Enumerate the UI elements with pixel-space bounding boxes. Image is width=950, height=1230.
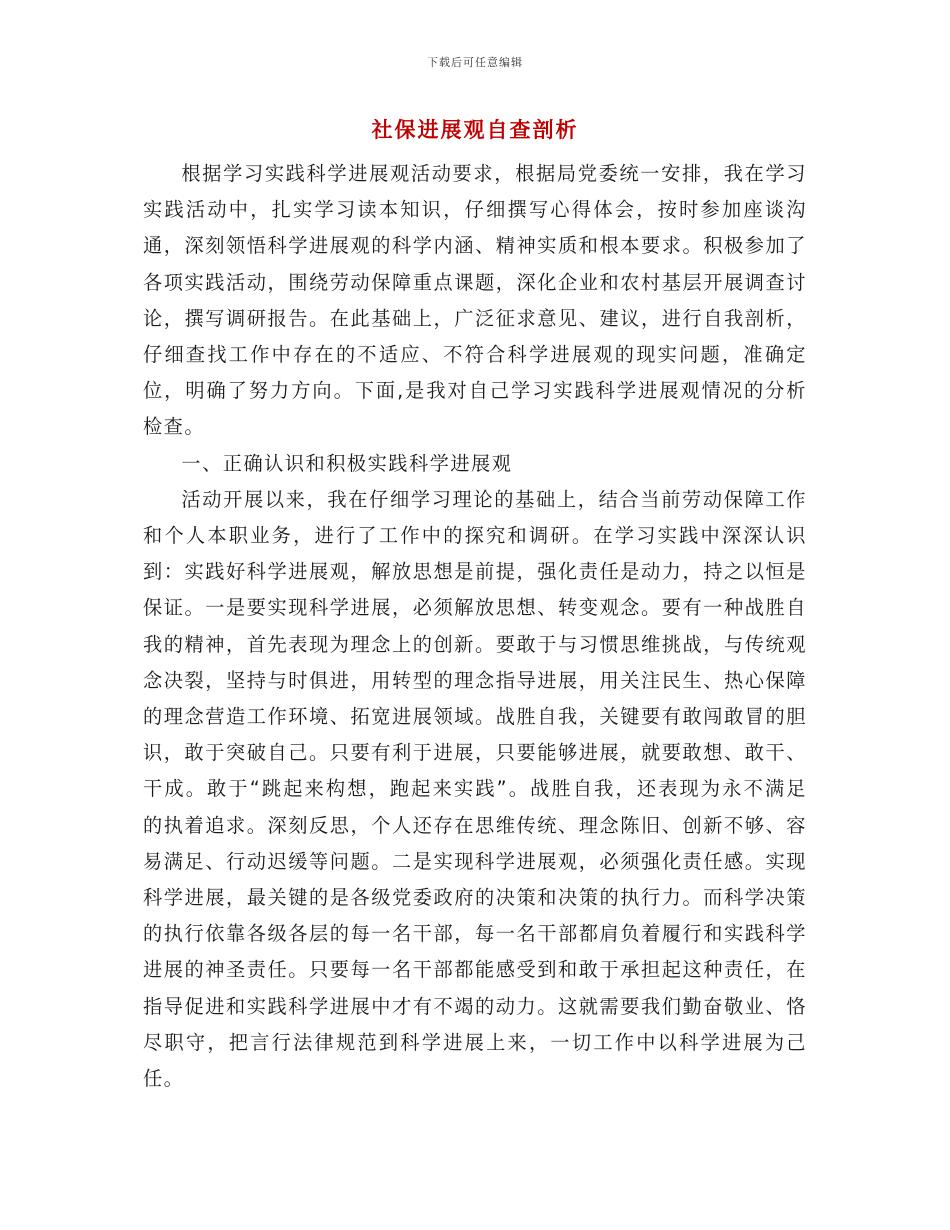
document-body <box>143 156 807 1097</box>
document-title: 社保进展观自查剖析 <box>371 118 579 142</box>
intro-paragraph: 根据学习实践科学进展观活动要求，根据局党委统一安排，我在学习实践活动中，扎实学习读本知识，仔细撰写心得体会，按时参加座谈沟通，深刻领悟科学进展观的科学内涵、精神实质和根本要求。积极参加了各项实践活动，围绕劳动保障重点课题，深化企业和农村基层开展调查讨论，撰写调研报告。在此基础上，广泛征求意见、建议，进行自我剖析，仔细查找工作中存在的不适应、不符合科学进展观的现实问题，准确定位，明确了努力方向。下面,是我对自己学习实践科学进展观情况的分析检查。 <box>143 162 807 439</box>
download-note: 下载后可任意编辑 <box>427 56 523 69</box>
section-heading: 一、正确认识和积极实践科学进展观 <box>181 451 513 475</box>
section-paragraph: 活动开展以来，我在仔细学习理论的基础上，结合当前劳动保障工作和个人本职业务，进行了工作中的探究和调研。在学习实践中深深认识到：实践好科学进展观，解放思想是前提，强化责任是动力，持之以恒是保证。一是要实现科学进展，必须解放思想、转变观念。要有一种战胜自我的精神，首先表现为理念上的创新。要敢于与习惯思维挑战，与传统观念决裂，坚持与时俱进，用转型的理念指导进展，用关注民生、热心保障的理念营造工作环境、拓宽进展领域。战胜自我，关键要有敢闯敢冒的胆识，敢于突破自己。只要有利于进展，只要能够进展，就要敢想、敢干、干成。敢于“跳起来构想，跑起来实践”。战胜自我，还表现为永不满足的执着追求。深刻反思，个人还存在思维传统、理念陈旧、创新不够、容易满足、行动迟缓等问题。二是实现科学进展观，必须强化责任感。实现科学进展，最关键的是各级党委政府的决策和决策的执行力。而科学决策的执行依靠各级各层的每一名干部，每一名干部都肩负着履行和实践科学进展的神圣责任。只要每一名干部都能感受到和敢于承担起这种责任，在指导促进和实践科学进展中才有不竭的动力。这就需要我们勤奋敬业、恪尽职守，把言行法律规范到科学进展上来，一切工作中以科学进展为己任。 <box>143 487 807 1091</box>
